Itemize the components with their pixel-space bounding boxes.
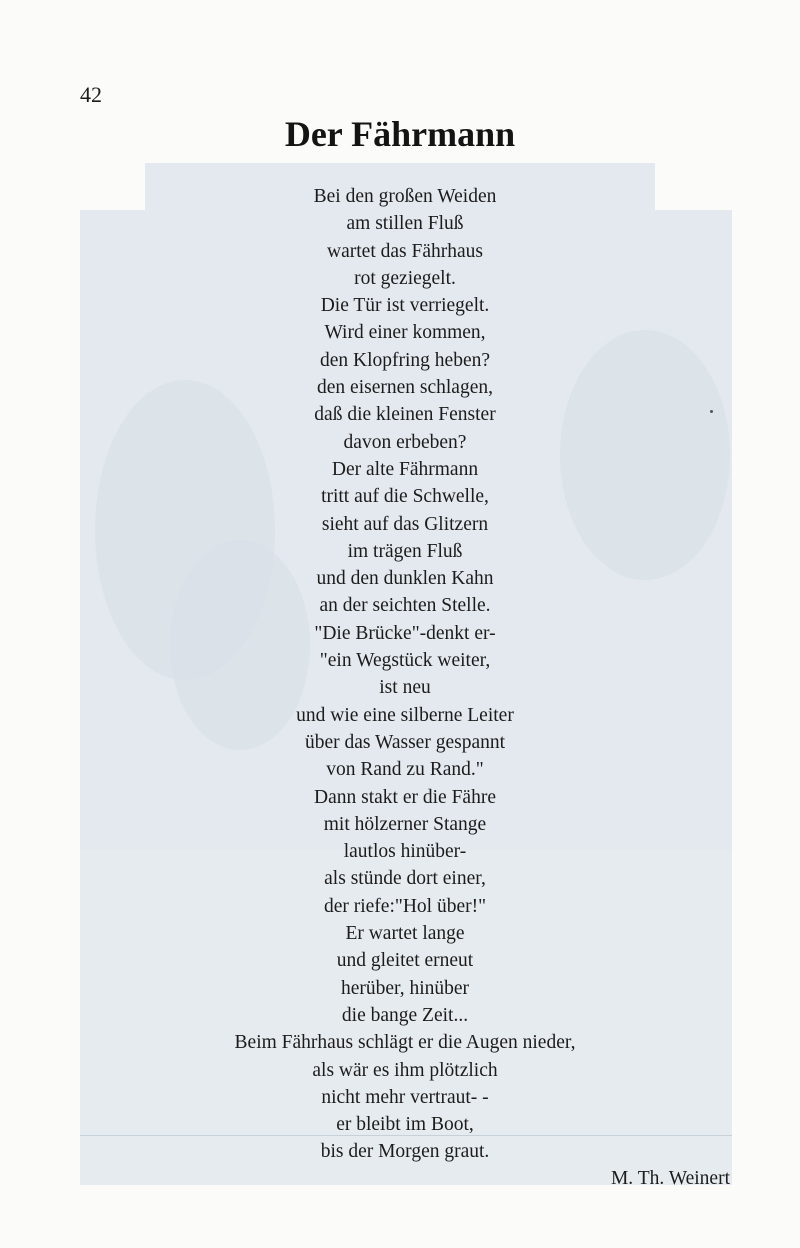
poem-line: er bleibt im Boot, — [336, 1114, 474, 1136]
poem-line: Die Tür ist verriegelt. — [320, 295, 490, 317]
poem-line: Wird einer kommen, — [324, 322, 486, 344]
poem-author: M. Th. Weinert — [610, 1168, 730, 1189]
poem-line: von Rand zu Rand." — [326, 759, 484, 781]
poem-line: als stünde dort einer, — [324, 868, 486, 890]
poem-line: wartet das Fährhaus — [327, 240, 483, 262]
poem-line: im trägen Fluß — [347, 540, 463, 562]
poem-line: "Die Brücke"-denkt er- — [314, 622, 496, 644]
poem-line: Beim Fährhaus schlägt er die Augen nieder, — [234, 1032, 576, 1054]
poem-line: und den dunklen Kahn — [316, 568, 494, 590]
poem-line: die bange Zeit... — [341, 1004, 469, 1026]
speck — [710, 410, 713, 413]
poem-line: an der seichten Stelle. — [319, 595, 491, 617]
poem-line: über das Wasser gespannt — [304, 731, 506, 753]
poem-line: und gleitet erneut — [336, 950, 474, 972]
page-number: 42 — [80, 82, 102, 107]
poem-line: Bei den großen Weiden — [313, 186, 497, 207]
poem-line: Er wartet lange — [345, 923, 465, 945]
poem-line: "ein Wegstück weiter, — [319, 650, 491, 672]
poem-line: sieht auf das Glitzern — [321, 513, 489, 535]
poem-line: den Klopfring heben? — [319, 349, 491, 371]
poem-line: Der alte Fährmann — [331, 458, 479, 480]
poem-line: den eisernen schlagen, — [317, 377, 493, 399]
poem-line: rot geziegelt. — [354, 267, 456, 289]
poem-line: als wär es ihm plötzlich — [312, 1059, 498, 1081]
poem-line: nicht mehr vertraut- - — [321, 1086, 489, 1108]
poem-line: herüber, hinüber — [340, 977, 470, 999]
poem-line: der riefe:"Hol über!" — [323, 895, 487, 917]
poem-line: lautlos hinüber- — [343, 841, 467, 863]
poem-body — [0, 183, 800, 1166]
poem-line: mit hölzerner Stange — [323, 813, 487, 835]
poem-title: Der Fährmann — [284, 114, 516, 154]
poem-line: ist neu — [379, 677, 431, 699]
poem-line: Dann stakt er die Fähre — [314, 786, 496, 808]
poem-line: davon erbeben? — [343, 431, 467, 453]
poem-line: und wie eine silberne Leiter — [296, 704, 514, 726]
poem-line: bis der Morgen graut. — [320, 1141, 490, 1163]
poem-line: daß die kleinen Fenster — [314, 404, 496, 426]
poem-line: tritt auf die Schwelle, — [321, 486, 489, 508]
poem-line: am stillen Fluß — [346, 213, 464, 235]
